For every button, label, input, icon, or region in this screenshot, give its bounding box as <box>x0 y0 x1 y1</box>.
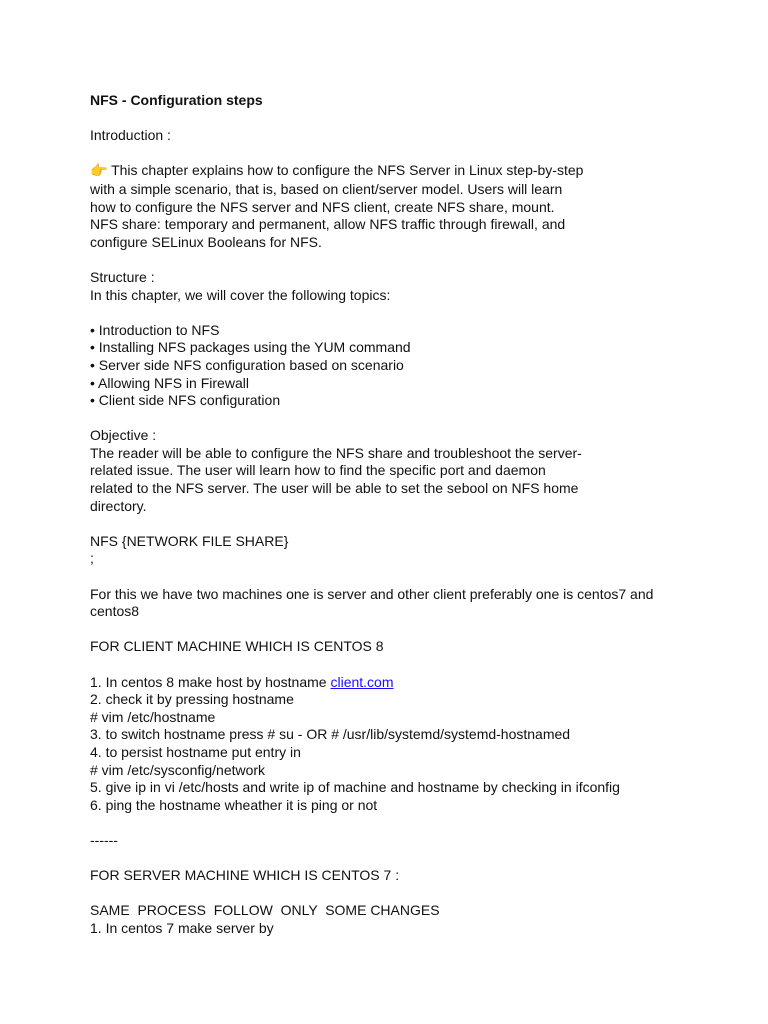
intro-text: This chapter explains how to configure the NFS Server in Linux step-by-step <box>111 162 584 179</box>
client-heading: FOR CLIENT MACHINE WHICH IS CENTOS 8 <box>90 638 384 655</box>
spacer <box>90 251 690 269</box>
spacer <box>90 621 690 639</box>
intro-heading: Introduction : <box>90 127 171 144</box>
objective-line: directory. <box>90 497 147 514</box>
intro-line: with a simple scenario, that is, based on client/server model. Users will learn <box>90 180 563 197</box>
client-step-text: 1. In centos 8 make host by hostname <box>90 673 331 690</box>
spacer <box>90 145 690 163</box>
client-step: 5. give ip in vi /etc/hosts and write ip of machine and hostname by checking in ifconfig <box>90 779 620 796</box>
intro-line: how to configure the NFS server and NFS client, create NFS share, mount. <box>90 198 555 215</box>
objective-heading: Objective : <box>90 427 157 444</box>
client-step: 3. to switch hostname press # su - OR # /usr/lib/systemd/systemd-hostnamed <box>90 726 571 743</box>
client-step: 2. check it by pressing hostname <box>90 691 294 708</box>
topic-list-item: • Installing NFS packages using the YUM command <box>90 339 411 356</box>
structure-intro: In this chapter, we will cover the following topics: <box>90 286 391 303</box>
machines-line: centos8 <box>90 603 140 620</box>
spacer <box>90 515 690 533</box>
client-hostname-link[interactable]: client.com <box>330 673 394 690</box>
spacer <box>90 304 690 322</box>
spacer <box>90 568 690 586</box>
topic-list-item: • Server side NFS configuration based on scenario <box>90 356 404 373</box>
nfs-semicolon: ; <box>90 550 94 567</box>
machines-line: For this we have two machines one is server and other client preferably one is centos7 and <box>90 585 654 602</box>
objective-line: related to the NFS server. The user will be able to set the sebool on NFS home <box>90 480 579 497</box>
topic-list-item: • Allowing NFS in Firewall <box>90 374 249 391</box>
document-page <box>90 92 690 938</box>
client-step <box>90 674 690 692</box>
document-title: NFS - Configuration steps <box>90 92 263 108</box>
client-step: # vim /etc/hostname <box>90 708 216 725</box>
structure-heading: Structure : <box>90 268 155 285</box>
spacer <box>90 110 690 128</box>
objective-line: The reader will be able to configure the NFS share and troubleshoot the server- <box>90 444 582 461</box>
intro-line: configure SELinux Booleans for NFS. <box>90 233 322 250</box>
intro-line <box>90 162 690 181</box>
server-heading: FOR SERVER MACHINE WHICH IS CENTOS 7 : <box>90 867 400 884</box>
pointing-hand-icon: 👉 <box>90 163 108 180</box>
spacer <box>90 410 690 428</box>
topic-list-item: • Client side NFS configuration <box>90 392 281 409</box>
intro-line: NFS share: temporary and permanent, allow NFS traffic through firewall, and <box>90 216 566 233</box>
client-step: 6. ping the hostname wheather it is ping or not <box>90 796 378 813</box>
client-step: 4. to persist hostname put entry in <box>90 743 301 760</box>
spacer <box>90 885 690 903</box>
server-step: 1. In centos 7 make server by <box>90 919 274 936</box>
topic-list-item: • Introduction to NFS <box>90 321 220 338</box>
spacer <box>90 814 690 832</box>
separator-text: ------ <box>90 831 118 848</box>
server-note: SAME PROCESS FOLLOW ONLY SOME CHANGES <box>90 902 440 919</box>
spacer <box>90 850 690 868</box>
spacer <box>90 656 690 674</box>
objective-line: related issue. The user will learn how to find the specific port and daemon <box>90 462 546 479</box>
nfs-heading: NFS {NETWORK FILE SHARE} <box>90 532 289 549</box>
client-step: # vim /etc/sysconfig/network <box>90 761 266 778</box>
